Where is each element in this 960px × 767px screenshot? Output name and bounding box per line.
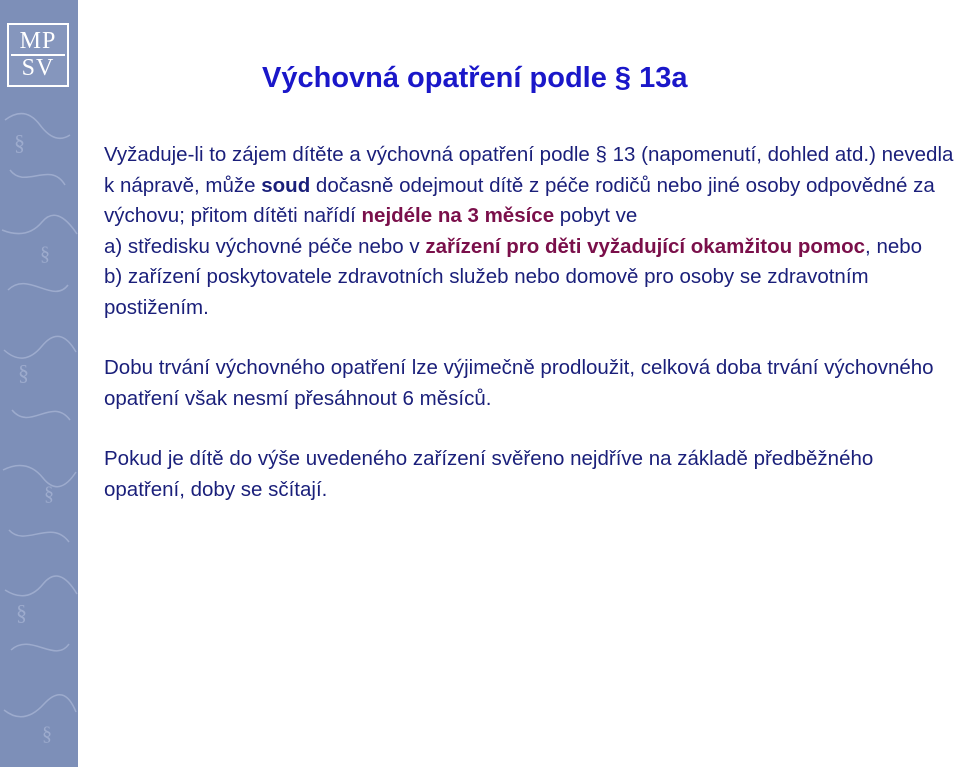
list-item-b: b) zařízení poskytovatele zdravotních služeb nebo domově pro osoby se zdravotním postižením. bbox=[104, 265, 869, 319]
spacer bbox=[104, 323, 954, 353]
paragraph-intro bbox=[104, 140, 954, 232]
emphasis-facility: zařízení pro děti vyžadující okamžitou pomoc bbox=[425, 234, 866, 258]
list-item-a bbox=[104, 232, 954, 263]
logo-line-top: MP bbox=[19, 28, 57, 54]
svg-text:§: § bbox=[44, 483, 54, 505]
slide-body bbox=[104, 140, 954, 505]
svg-text:§: § bbox=[16, 600, 27, 625]
sidebar bbox=[0, 0, 78, 767]
text-span: dočasně odejmout dítě z péče rodičů nebo jiné osoby odpovědné za výchovu; přitom dítěti nařídí bbox=[104, 173, 935, 227]
text-span: , nebo bbox=[865, 234, 923, 258]
text-span: a) středisku výchovné péče nebo v bbox=[104, 234, 426, 258]
page-title: Výchovná opatření podle § 13a bbox=[262, 62, 688, 94]
logo-line-bottom: SV bbox=[11, 54, 65, 81]
svg-text:§: § bbox=[18, 360, 29, 385]
svg-text:§: § bbox=[40, 243, 50, 265]
mpsv-logo bbox=[7, 23, 69, 87]
emphasis-court: soud bbox=[261, 173, 311, 197]
svg-text:§: § bbox=[14, 130, 25, 155]
emphasis-duration: nejdéle na 3 měsíce bbox=[361, 204, 555, 227]
paragraph-duration: Dobu trvání výchovného opatření lze výjimečně prodloužit, celková doba trvání výchovného opatření však nesmí přesáhnout 6 měsíců. bbox=[104, 356, 934, 410]
text-span: Vyžaduje-li to zájem dítěte a výchovná opatření podle § 13 (napomenutí, dohled atd.) nevedla k nápravě, může bbox=[104, 143, 954, 197]
decorative-pattern bbox=[0, 0, 78, 767]
paragraph-summing: Pokud je dítě do výše uvedeného zařízení svěřeno nejdříve na základě předběžného opatření, doby se sčítají. bbox=[104, 447, 874, 501]
spacer bbox=[104, 414, 954, 444]
text-span: pobyt ve bbox=[554, 204, 638, 227]
svg-text:§: § bbox=[42, 723, 52, 745]
